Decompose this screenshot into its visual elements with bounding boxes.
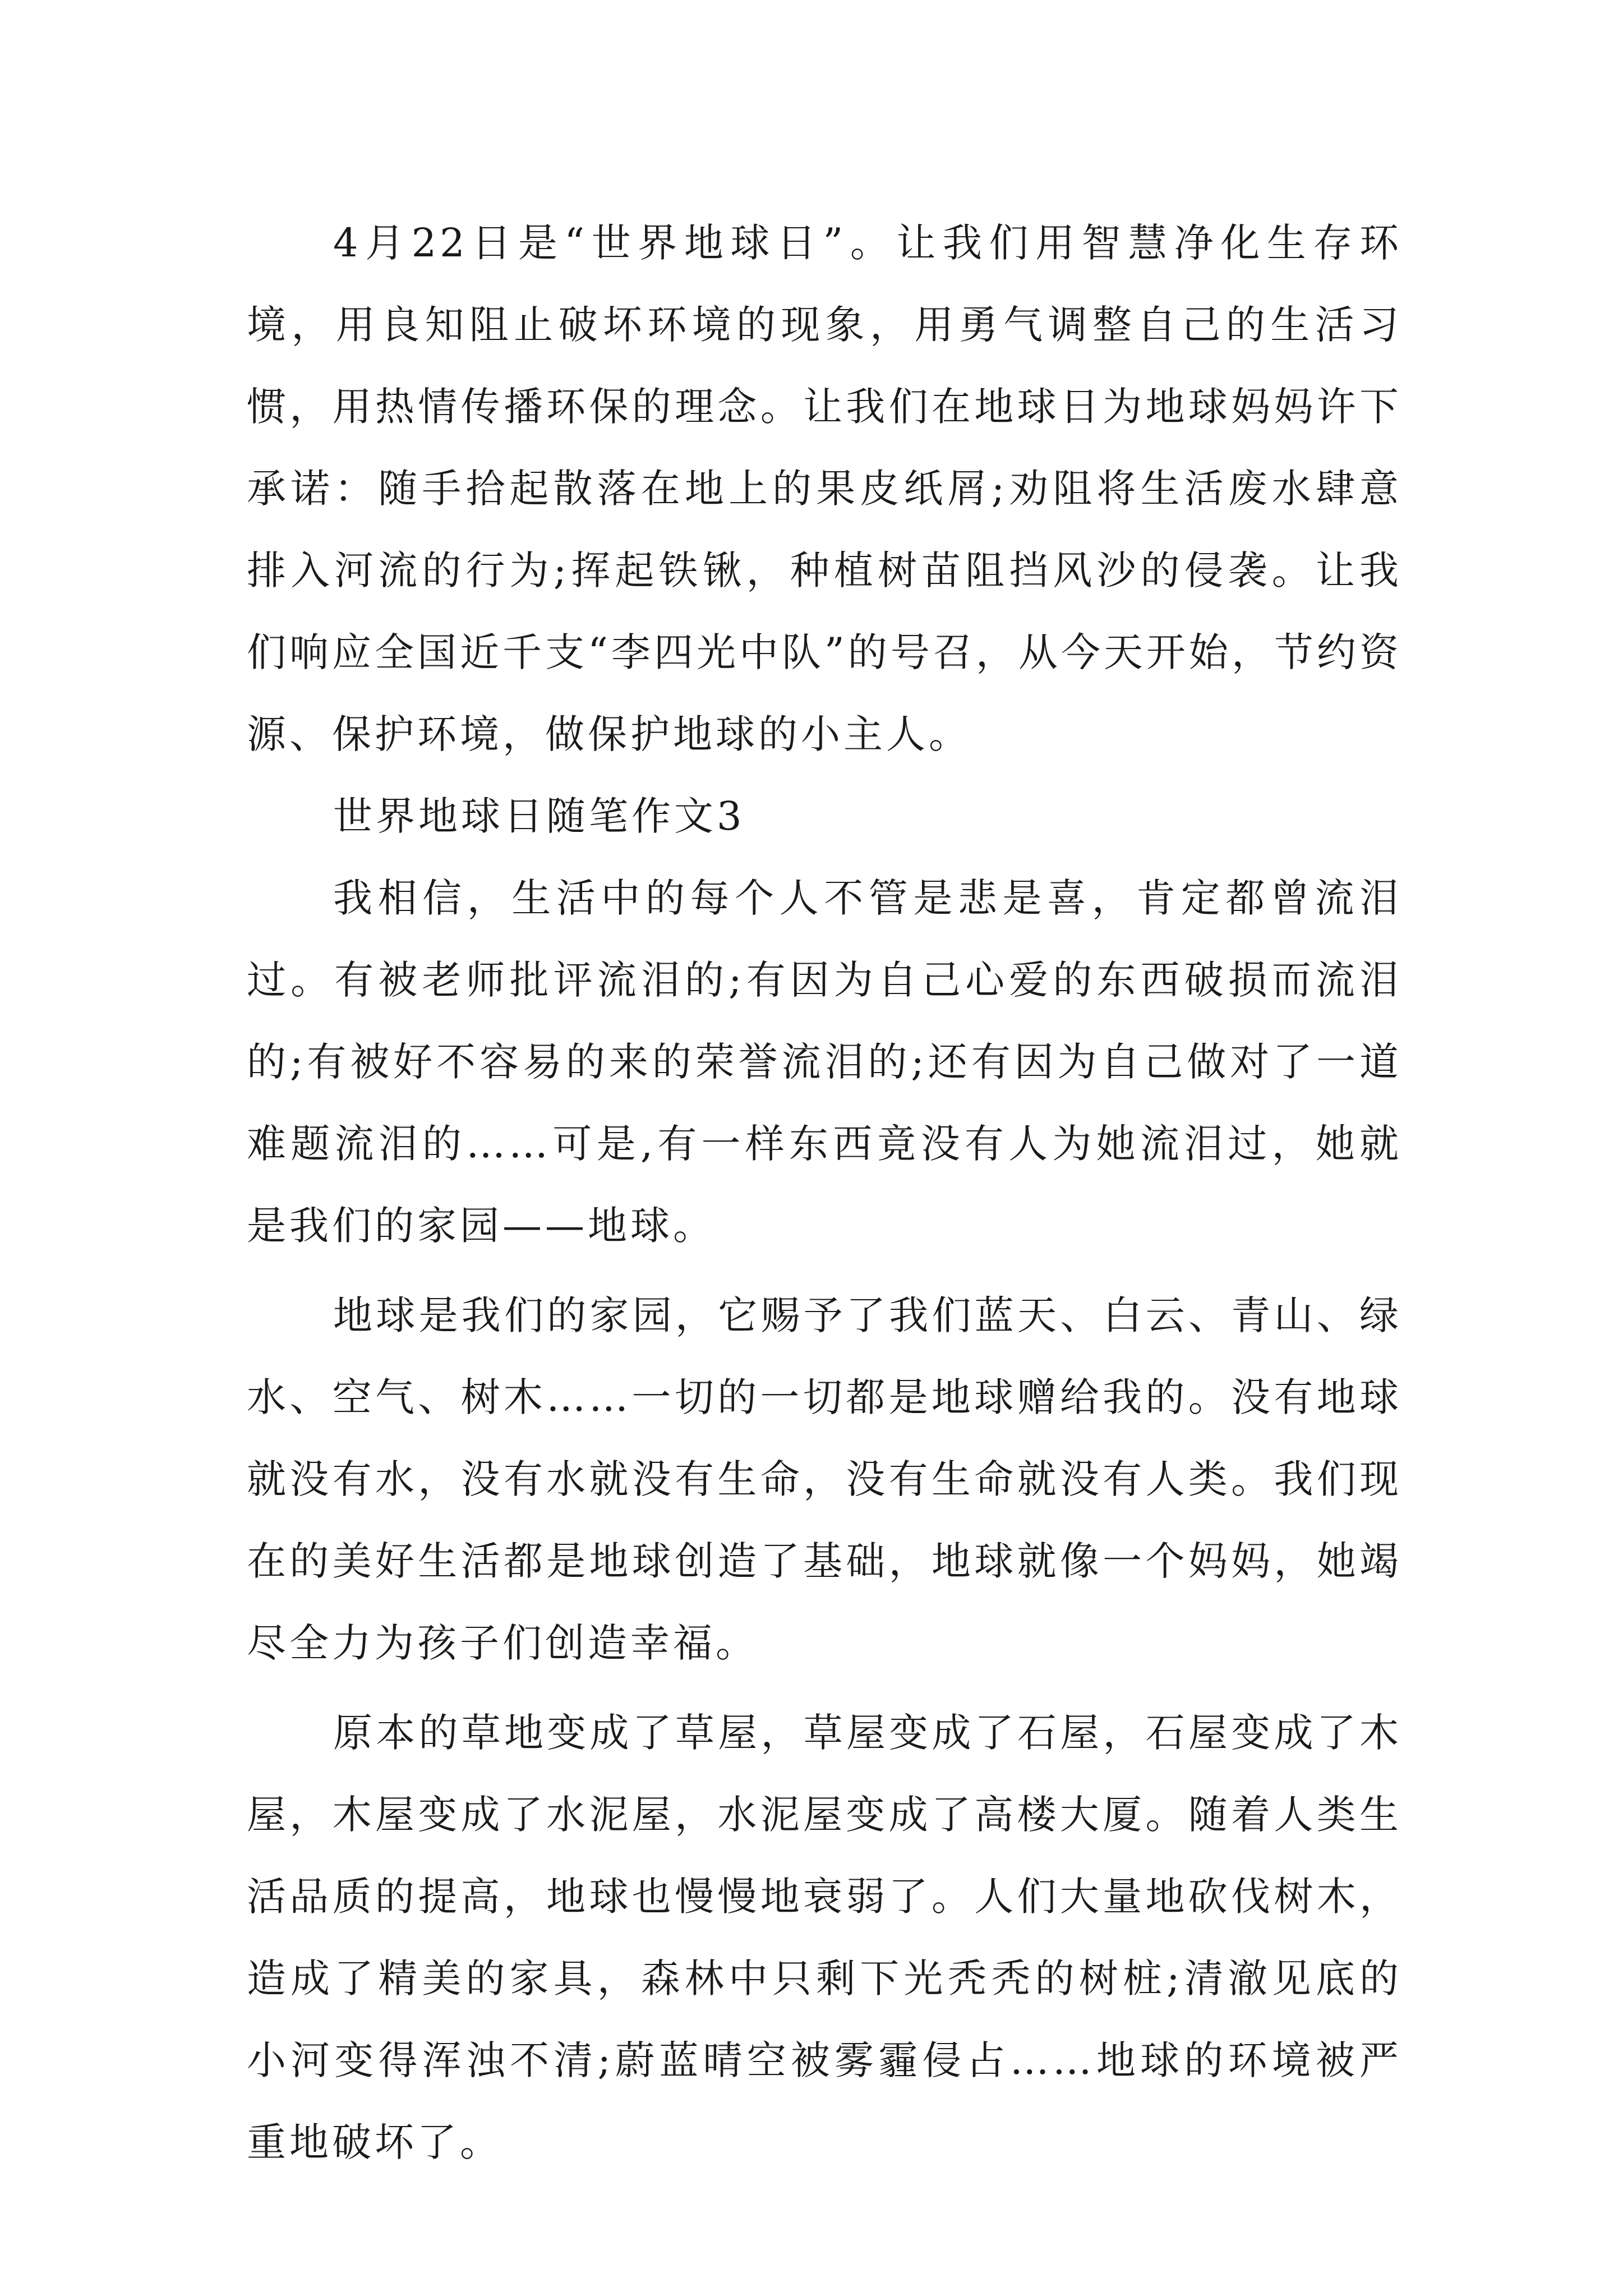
- paragraph-earth-home: 地球是我们的家园，它赐予了我们蓝天、白云、青山、绿水、空气、树木……一切的一切都是地球赠给我的。没有地球就没有水，没有水就没有生命，没有生命就没有人类。我们现在的美好生活都是地球创造了基础，地球就像一个妈妈，她竭尽全力为孩子们创造幸福。: [247, 1292, 1402, 1666]
- article-body: [247, 202, 1402, 2183]
- section-heading: 世界地球日随笔作文3: [333, 793, 745, 839]
- paragraph-earth-day-pledge: 4月22日是“世界地球日”。让我们用智慧净化生存环境，用良知阻止破坏环境的现象，用勇气调整自己的生活习惯，用热情传播环保的理念。让我们在地球日为地球妈妈许下承诺：随手拾起散落在地上的果皮纸屑;劝阻将生活废水肆意排入河流的行为;挥起铁锹，种植树苗阻挡风沙的侵袭。让我们响应全国近千支“李四光中队”的号召，从今天开始，节约资源、保护环境，做保护地球的小主人。: [247, 220, 1402, 757]
- paragraph-environment-damage: 原本的草地变成了草屋，草屋变成了石屋，石屋变成了木屋，木屋变成了水泥屋，水泥屋变成了高楼大厦。随着人类生活品质的提高，地球也慢慢地衰弱了。人们大量地砍伐树木，造成了精美的家具，森林中只剩下光秃秃的树桩;清澈见底的小河变得浑浊不清;蔚蓝晴空被雾霾侵占……地球的环境被严重地破坏了。: [247, 1710, 1402, 2165]
- paragraph-tears: 我相信，生活中的每个人不管是悲是喜，肯定都曾流泪过。有被老师批评流泪的;有因为自己心爱的东西破损而流泪的;有被好不容易的来的荣誉流泪的;还有因为自己做对了一道难题流泪的……可是,有一样东西竟没有人为她流泪过，她就是我们的家园——地球。: [247, 875, 1402, 1249]
